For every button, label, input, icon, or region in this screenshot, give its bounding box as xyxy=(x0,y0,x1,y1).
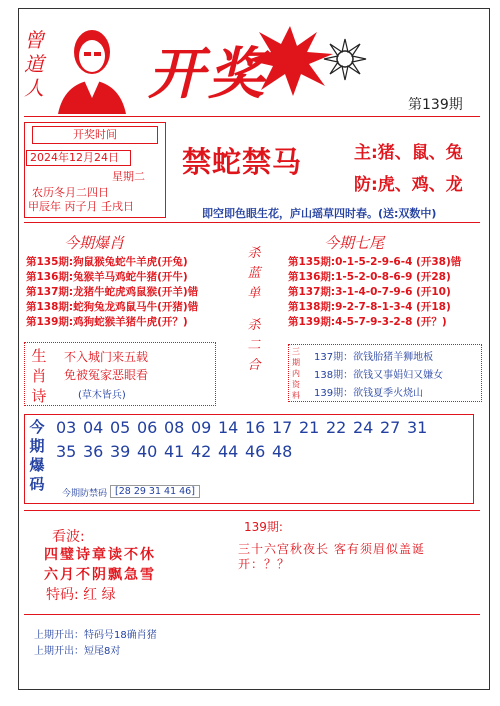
number-cell: 21 xyxy=(299,418,320,437)
divider xyxy=(24,510,480,511)
kanbo-line: 六月不阴飘急雪 xyxy=(44,567,156,583)
poem-side-label xyxy=(30,346,48,406)
flower-icon xyxy=(320,34,370,84)
qiwei-title: 今期七尾 xyxy=(324,234,385,252)
number-cell: 17 xyxy=(272,418,293,437)
list-item: 第137期:3-1-4-0-7-9-6 (开10) xyxy=(288,286,451,298)
vertical-char: 蓝 xyxy=(247,266,261,281)
main-zodiac: 主:猪、鼠、兔 xyxy=(354,143,463,163)
number-cell: 05 xyxy=(110,418,131,437)
list-item: 第139期:4-5-7-9-3-2-8 (开？) xyxy=(288,316,447,328)
number-cell: 22 xyxy=(326,418,347,437)
draw-time-title: 开奖时间 xyxy=(32,126,158,144)
vertical-char: 资 xyxy=(292,380,300,389)
brand-title: 开奖 xyxy=(148,41,268,107)
vertical-char: 二 xyxy=(247,338,261,353)
vertical-label-col1 xyxy=(246,244,262,304)
draw-lunar-date: 农历冬月二四日 xyxy=(32,186,109,199)
poem-line: 免被冤家恶眼看 xyxy=(64,368,149,382)
draw-ganzhi: 甲辰年 丙子月 壬戌日 xyxy=(28,200,134,213)
numbers-row-1 xyxy=(56,416,466,440)
number-cell: 16 xyxy=(245,418,266,437)
vertical-char: 码 xyxy=(29,475,45,493)
number-cell: 24 xyxy=(353,418,374,437)
number-cell: 35 xyxy=(56,442,77,461)
number-cell: 27 xyxy=(380,418,401,437)
vertical-char: 内 xyxy=(292,369,300,378)
guard-zodiac: 防:虎、鸡、龙 xyxy=(354,175,463,195)
list-item: 第136期:兔猴羊马鸡蛇牛猪(开牛) xyxy=(26,271,188,283)
draw-date: 2024年12月24日 xyxy=(26,150,131,166)
number-cell: 41 xyxy=(164,442,185,461)
divider xyxy=(24,116,480,117)
number-cell: 09 xyxy=(191,418,212,437)
period139-title: 139期: xyxy=(244,520,283,534)
headline-riddle: 即空即色眼生花，庐山瑶草四时春。(送:双数中) xyxy=(202,207,437,220)
number-cell: 48 xyxy=(272,442,293,461)
list-item: 138期：欲钱又事娟妇又嫌女 xyxy=(314,370,444,381)
issue-number: 第139期 xyxy=(408,97,463,113)
vertical-char: 单 xyxy=(247,286,261,301)
vertical-char: 生 xyxy=(31,347,47,365)
previous-result: 上期开出：短尾8对 xyxy=(34,646,121,657)
tema-color: 特码: 红 绿 xyxy=(46,587,116,603)
list-item: 第135期:0-1-5-2-9-6-4 (开38)错 xyxy=(288,256,462,268)
number-cell: 44 xyxy=(218,442,239,461)
vertical-char: 今 xyxy=(29,418,45,436)
poem-line: 不入城门来五载 xyxy=(64,350,149,364)
baoxiao-list xyxy=(26,255,198,330)
vertical-char: 爆 xyxy=(29,456,45,474)
numbers-row-2 xyxy=(56,440,466,464)
numbers-grid xyxy=(56,416,466,464)
vertical-title-char: 曾 xyxy=(24,28,44,52)
list-item: 137期：欲钱胎猪羊狮地板 xyxy=(314,352,434,363)
baoxiao-title: 今期爆肖 xyxy=(64,234,125,252)
number-cell: 04 xyxy=(83,418,104,437)
vertical-label-col2 xyxy=(246,316,262,376)
number-cell: 03 xyxy=(56,418,77,437)
vertical-char: 期 xyxy=(29,437,45,455)
list-item: 第137期:龙猪牛蛇虎鸡鼠猴(开羊)错 xyxy=(26,286,199,298)
previous-result: 上期开出：特码号18确肖猪 xyxy=(34,630,157,641)
numbers-side-label xyxy=(26,418,48,494)
number-cell: 06 xyxy=(137,418,158,437)
draw-weekday: 星期二 xyxy=(112,170,145,183)
number-cell: 31 xyxy=(407,418,428,437)
kanbo-title: 看波: xyxy=(52,529,85,545)
list-item: 第138期:蛇狗兔龙鸡鼠马牛(开猪)错 xyxy=(26,301,199,313)
poem-note: (草木皆兵) xyxy=(78,390,126,401)
number-cell: 14 xyxy=(218,418,239,437)
number-cell: 42 xyxy=(191,442,212,461)
list-item: 139期：欲钱夏季火烧山 xyxy=(314,388,424,399)
list-item: 第136期:1-5-2-0-8-6-9 (开28) xyxy=(288,271,451,283)
list-item: 第135期:狗鼠猴兔蛇牛羊虎(开兔) xyxy=(26,256,188,268)
number-cell: 39 xyxy=(110,442,131,461)
number-cell: 46 xyxy=(245,442,266,461)
list-item: 第138期:9-2-7-8-1-3-4 (开18) xyxy=(288,301,451,313)
number-cell: 08 xyxy=(164,418,185,437)
vertical-title-char: 人 xyxy=(24,76,44,100)
vertical-char: 肖 xyxy=(31,367,47,385)
vertical-char: 三 xyxy=(292,347,300,356)
vertical-title-char: 道 xyxy=(24,52,44,76)
guard-numbers-label: 今期防禁码 xyxy=(62,489,108,499)
qiwei-list xyxy=(288,255,461,330)
three-period-side-label xyxy=(290,346,302,401)
divider xyxy=(24,222,480,223)
number-cell: 40 xyxy=(137,442,158,461)
vertical-title xyxy=(22,28,46,100)
list-item: 第139期:鸡狗蛇猴羊猪牛虎(开？) xyxy=(26,316,188,328)
vertical-char: 期 xyxy=(292,358,300,367)
vertical-char: 料 xyxy=(292,391,300,400)
vertical-char: 诗 xyxy=(31,387,47,405)
period139-text: 三十六宫秋夜长 客有须眉似盖诞开：？？ xyxy=(238,542,425,571)
vertical-char: 杀 xyxy=(247,318,261,333)
portrait-image xyxy=(50,18,134,114)
headline-main: 禁蛇禁马 xyxy=(182,145,303,179)
kanbo-line: 四璧诗章读不休 xyxy=(44,547,156,563)
guard-numbers-values: [28 29 31 41 46] xyxy=(110,485,200,498)
vertical-char: 合 xyxy=(247,358,261,373)
vertical-char: 杀 xyxy=(247,246,261,261)
divider xyxy=(24,614,480,615)
number-cell: 36 xyxy=(83,442,104,461)
